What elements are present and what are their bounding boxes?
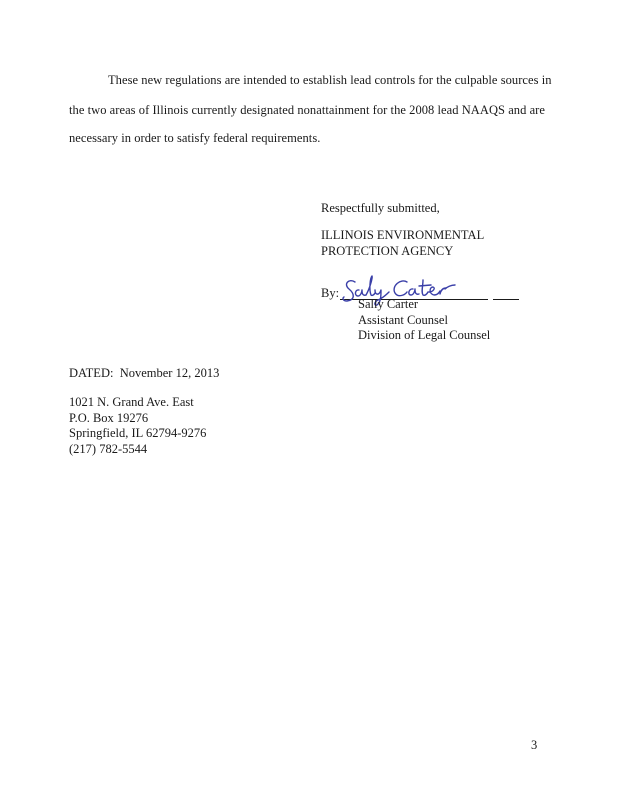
signer-name: Sally Carter xyxy=(358,297,419,311)
body-line-3: necessary in order to satisfy federal requirements. xyxy=(69,131,321,145)
address-phone: (217) 782-5544 xyxy=(69,441,148,456)
body-line-1: These new regulations are intended to establish lead controls for the culpable sources in xyxy=(108,73,552,87)
organization-line-2: PROTECTION AGENCY xyxy=(321,243,454,258)
signature-line-tail xyxy=(493,299,519,300)
address-street: 1021 N. Grand Ave. East xyxy=(69,395,194,409)
dated-value: November 12, 2013 xyxy=(119,366,220,380)
body-line-2: the two areas of Illinois currently designated nonattainment for the 2008 lead NAAQS and are xyxy=(69,103,545,117)
address-block xyxy=(69,395,206,457)
organization-block xyxy=(321,228,484,259)
signer-title: Assistant Counsel xyxy=(358,312,448,327)
signer-division: Division of Legal Counsel xyxy=(358,328,491,342)
signer-block xyxy=(358,297,490,344)
organization-line-1: ILLINOIS ENVIRONMENTAL xyxy=(321,228,485,242)
closing xyxy=(321,201,440,217)
address-city: Springfield, IL 62794-9276 xyxy=(69,426,207,440)
by-label: By: xyxy=(321,286,340,300)
closing-text: Respectfully submitted, xyxy=(321,201,440,215)
address-po-box: P.O. Box 19276 xyxy=(69,410,149,425)
dated-line xyxy=(69,366,219,382)
page-number: 3 xyxy=(531,738,538,752)
dated-label: DATED: xyxy=(69,366,114,380)
